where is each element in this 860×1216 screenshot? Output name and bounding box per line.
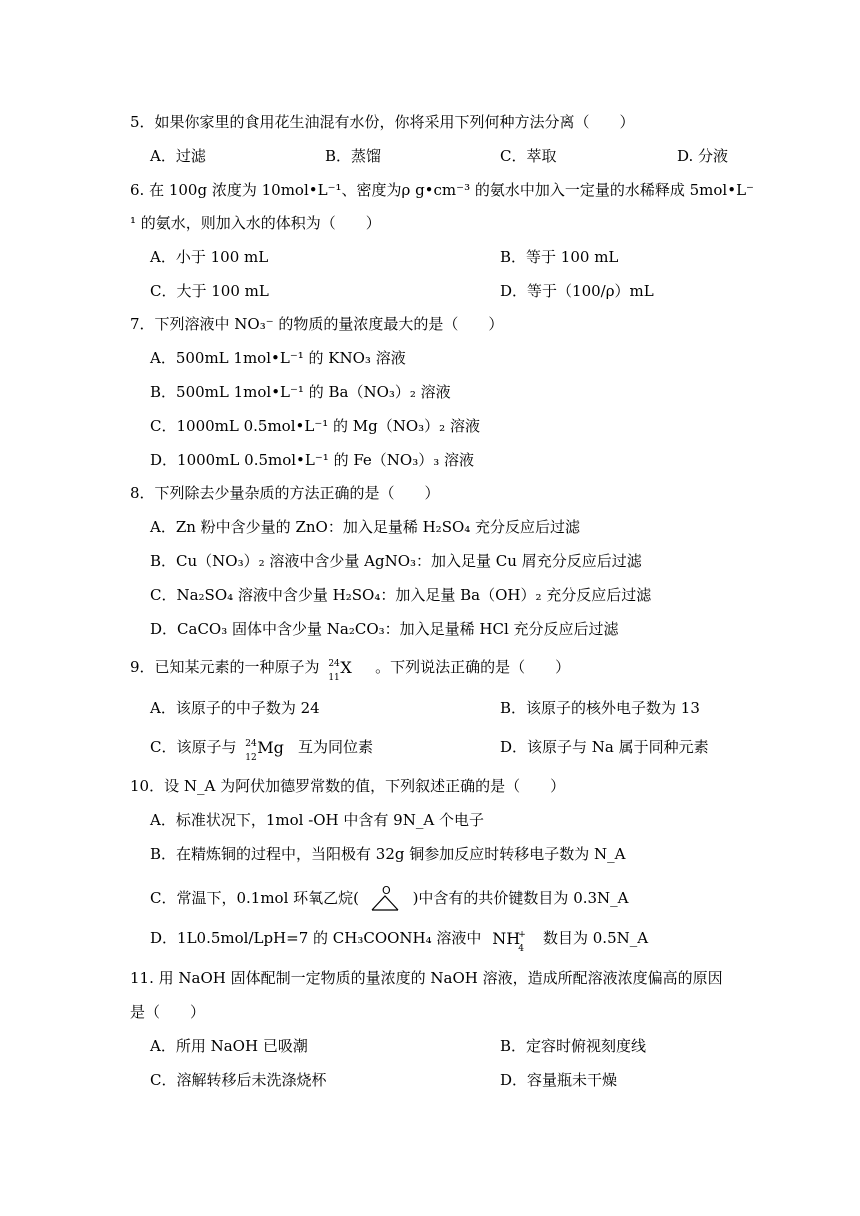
q5-option-a: A．过滤	[150, 147, 206, 165]
q10-option-d-start: D．1L0.5mol/LpH=7 的 CH₃COONH₄ 溶液中	[150, 929, 482, 947]
q6-stem-line1: 6. 在 100g 浓度为 10mol•L⁻¹、密度为ρ g•cm⁻³ 的氨水中加入一定量的水稀释成 5mol•L⁻	[130, 181, 754, 199]
q8-stem: 8．下列除去少量杂质的方法正确的是（ ）	[130, 484, 440, 502]
q7-option-a: A．500mL 1mol•L⁻¹ 的 KNO₃ 溶液	[150, 349, 406, 367]
isotope-mg-symbol	[245, 738, 289, 763]
ammonium-ion-symbol	[492, 929, 532, 954]
q7-stem: 7．下列溶液中 NO₃⁻ 的物质的量浓度最大的是（ ）	[130, 315, 504, 333]
q6-option-c: C．大于 100 mL	[150, 282, 269, 300]
isotope-mg-element: Mg	[257, 738, 284, 757]
q11-option-c: C．溶解转移后未洗涤烧杯	[150, 1071, 327, 1089]
q10-option-d	[150, 928, 649, 954]
q5-option-c: C．萃取	[500, 147, 557, 165]
q9-stem	[130, 657, 571, 683]
isotope-mg-number: 12	[245, 753, 257, 763]
q7-option-d: D．1000mL 0.5mol•L⁻¹ 的 Fe（NO₃）₃ 溶液	[150, 451, 475, 469]
isotope-x-mass: 24	[328, 659, 340, 669]
q8-option-c: C．Na₂SO₄ 溶液中含少量 H₂SO₄：加入足量 Ba（OH）₂ 充分反应后过滤	[150, 586, 652, 604]
q5-stem: 5．如果你家里的食用花生油混有水份，你将采用下列何种方法分离（ ）	[130, 113, 635, 131]
q6-stem-line2: ¹ 的氨水，则加入水的体积为（ ）	[130, 214, 381, 232]
q6-option-a: A．小于 100 mL	[150, 248, 269, 266]
epoxide-ring-structure	[368, 884, 404, 914]
q8-option-b: B．Cu（NO₃）₂ 溶液中含少量 AgNO₃：加入足量 Cu 屑充分反应后过滤	[150, 552, 642, 570]
q8-option-d: D．CaCO₃ 固体中含少量 Na₂CO₃：加入足量稀 HCl 充分反应后过滤	[150, 620, 619, 638]
isotope-x-symbol	[328, 658, 366, 683]
q5-option-d: D. 分液	[677, 147, 729, 165]
ammonium-base: NH	[492, 929, 521, 948]
q7-option-c: C．1000mL 0.5mol•L⁻¹ 的 Mg（NO₃）₂ 溶液	[150, 417, 480, 435]
epoxide-ring-bonds	[372, 896, 398, 910]
q7-option-b: B．500mL 1mol•L⁻¹ 的 Ba（NO₃）₂ 溶液	[150, 383, 451, 401]
q11-stem-line1: 11. 用 NaOH 固体配制一定物质的量浓度的 NaOH 溶液，造成所配溶液浓度偏高的原因	[130, 969, 723, 987]
q9-option-c	[150, 737, 374, 763]
q10-option-a: A．标准状况下，1mol -OH 中含有 9N_A 个电子	[150, 811, 484, 829]
q9-option-b: B．该原子的核外电子数为 13	[500, 699, 700, 717]
ammonium-charge: +	[518, 930, 526, 940]
q10-option-c-start: C．常温下，0.1mol 环氧乙烷(	[150, 889, 360, 907]
q11-option-d: D．容量瓶未干燥	[500, 1071, 618, 1089]
q9-option-c-end: 互为同位素	[298, 738, 374, 756]
q10-stem: 10．设 N_A 为阿伏加德罗常数的值，下列叙述正确的是（ ）	[130, 777, 566, 795]
isotope-x-element: X	[340, 658, 352, 677]
q10-option-c-end: )中含有的共价键数目为 0.3N_A	[412, 889, 629, 907]
q9-stem-end: 。下列说法正确的是（ ）	[375, 658, 571, 676]
q10-option-b: B．在精炼铜的过程中，当阳极有 32g 铜参加反应时转移电子数为 N_A	[150, 845, 626, 863]
q6-option-d: D．等于（100/ρ）mL	[500, 282, 654, 300]
ammonium-subscript: 4	[518, 944, 524, 954]
q5-option-b: B．蒸馏	[325, 147, 382, 165]
q10-option-d-end: 数目为 0.5N_A	[542, 929, 649, 947]
q8-option-a: A．Zn 粉中含少量的 ZnO：加入足量稀 H₂SO₄ 充分反应后过滤	[150, 518, 581, 536]
isotope-x-number: 11	[328, 673, 340, 683]
q9-stem-start: 9．已知某元素的一种原子为	[130, 658, 320, 676]
q9-option-a: A．该原子的中子数为 24	[150, 699, 320, 717]
epoxide-oxygen-label: O	[381, 884, 391, 897]
q6-option-b: B．等于 100 mL	[500, 248, 619, 266]
isotope-mg-mass: 24	[245, 739, 257, 749]
q11-stem-line2: 是（ ）	[130, 1003, 206, 1021]
q11-option-a: A．所用 NaOH 已吸潮	[150, 1037, 308, 1055]
q11-option-b: B．定容时俯视刻度线	[500, 1037, 647, 1055]
q9-option-d: D．该原子与 Na 属于同种元素	[500, 738, 709, 756]
q9-option-c-start: C．该原子与	[150, 738, 237, 756]
q10-option-c	[150, 884, 629, 914]
